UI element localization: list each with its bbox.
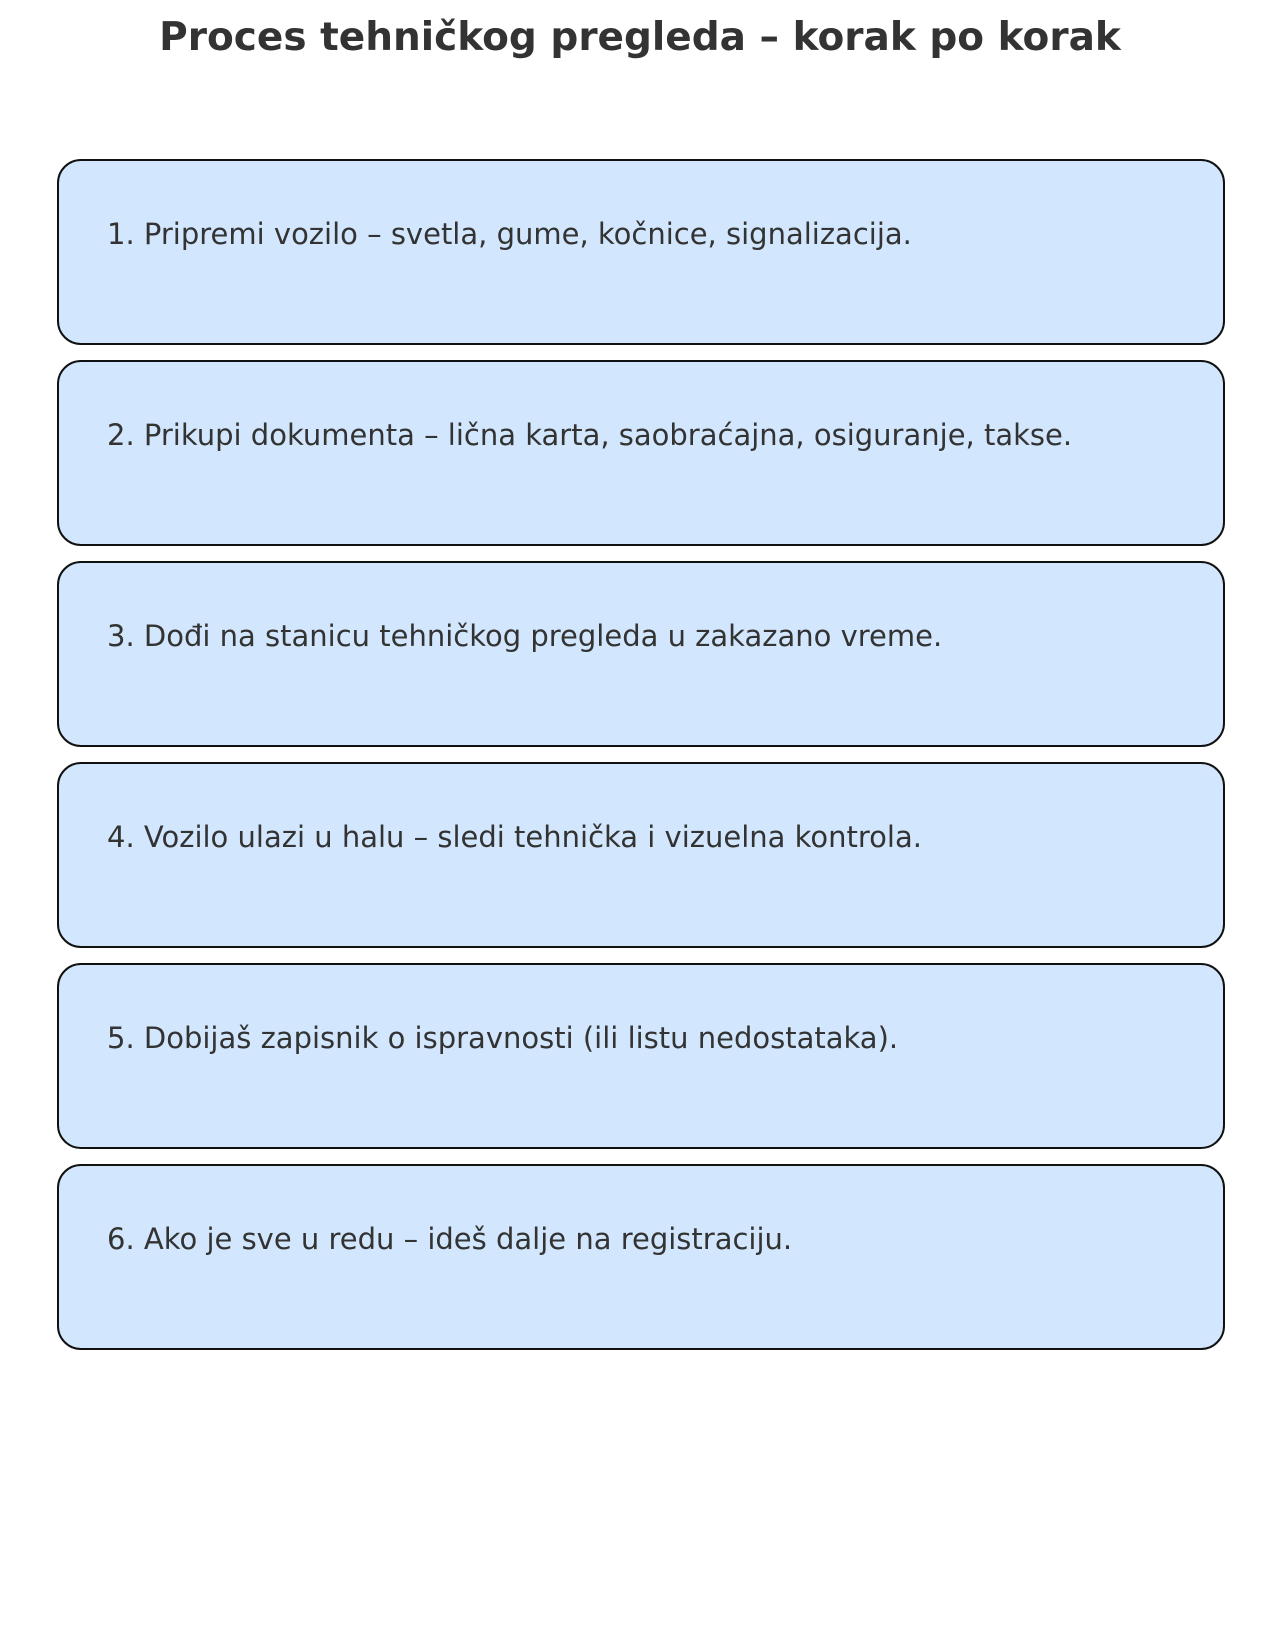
step-text-3: 3. Dođi na stanicu tehničkog pregleda u zakazano vreme. [107,619,943,653]
step-box-6 [57,1164,1225,1350]
step-text-2: 2. Prikupi dokumenta – lična karta, saobraćajna, osiguranje, takse. [107,418,1073,452]
step-box-5 [57,963,1225,1149]
step-box-2 [57,360,1225,546]
page-title: Proces tehničkog pregleda – korak po korak [159,15,1121,60]
step-text-5: 5. Dobijaš zapisnik o ispravnosti (ili listu nedostataka). [107,1021,899,1055]
step-text-6: 6. Ako je sve u redu – ideš dalje na registraciju. [107,1222,793,1256]
step-box-1 [57,159,1225,345]
step-box-4 [57,762,1225,948]
step-text-4: 4. Vozilo ulazi u halu – sledi tehnička i vizuelna kontrola. [107,820,922,854]
steps-list [57,159,1225,1365]
step-box-3 [57,561,1225,747]
step-text-1: 1. Pripremi vozilo – svetla, gume, kočnice, signalizacija. [107,217,912,251]
